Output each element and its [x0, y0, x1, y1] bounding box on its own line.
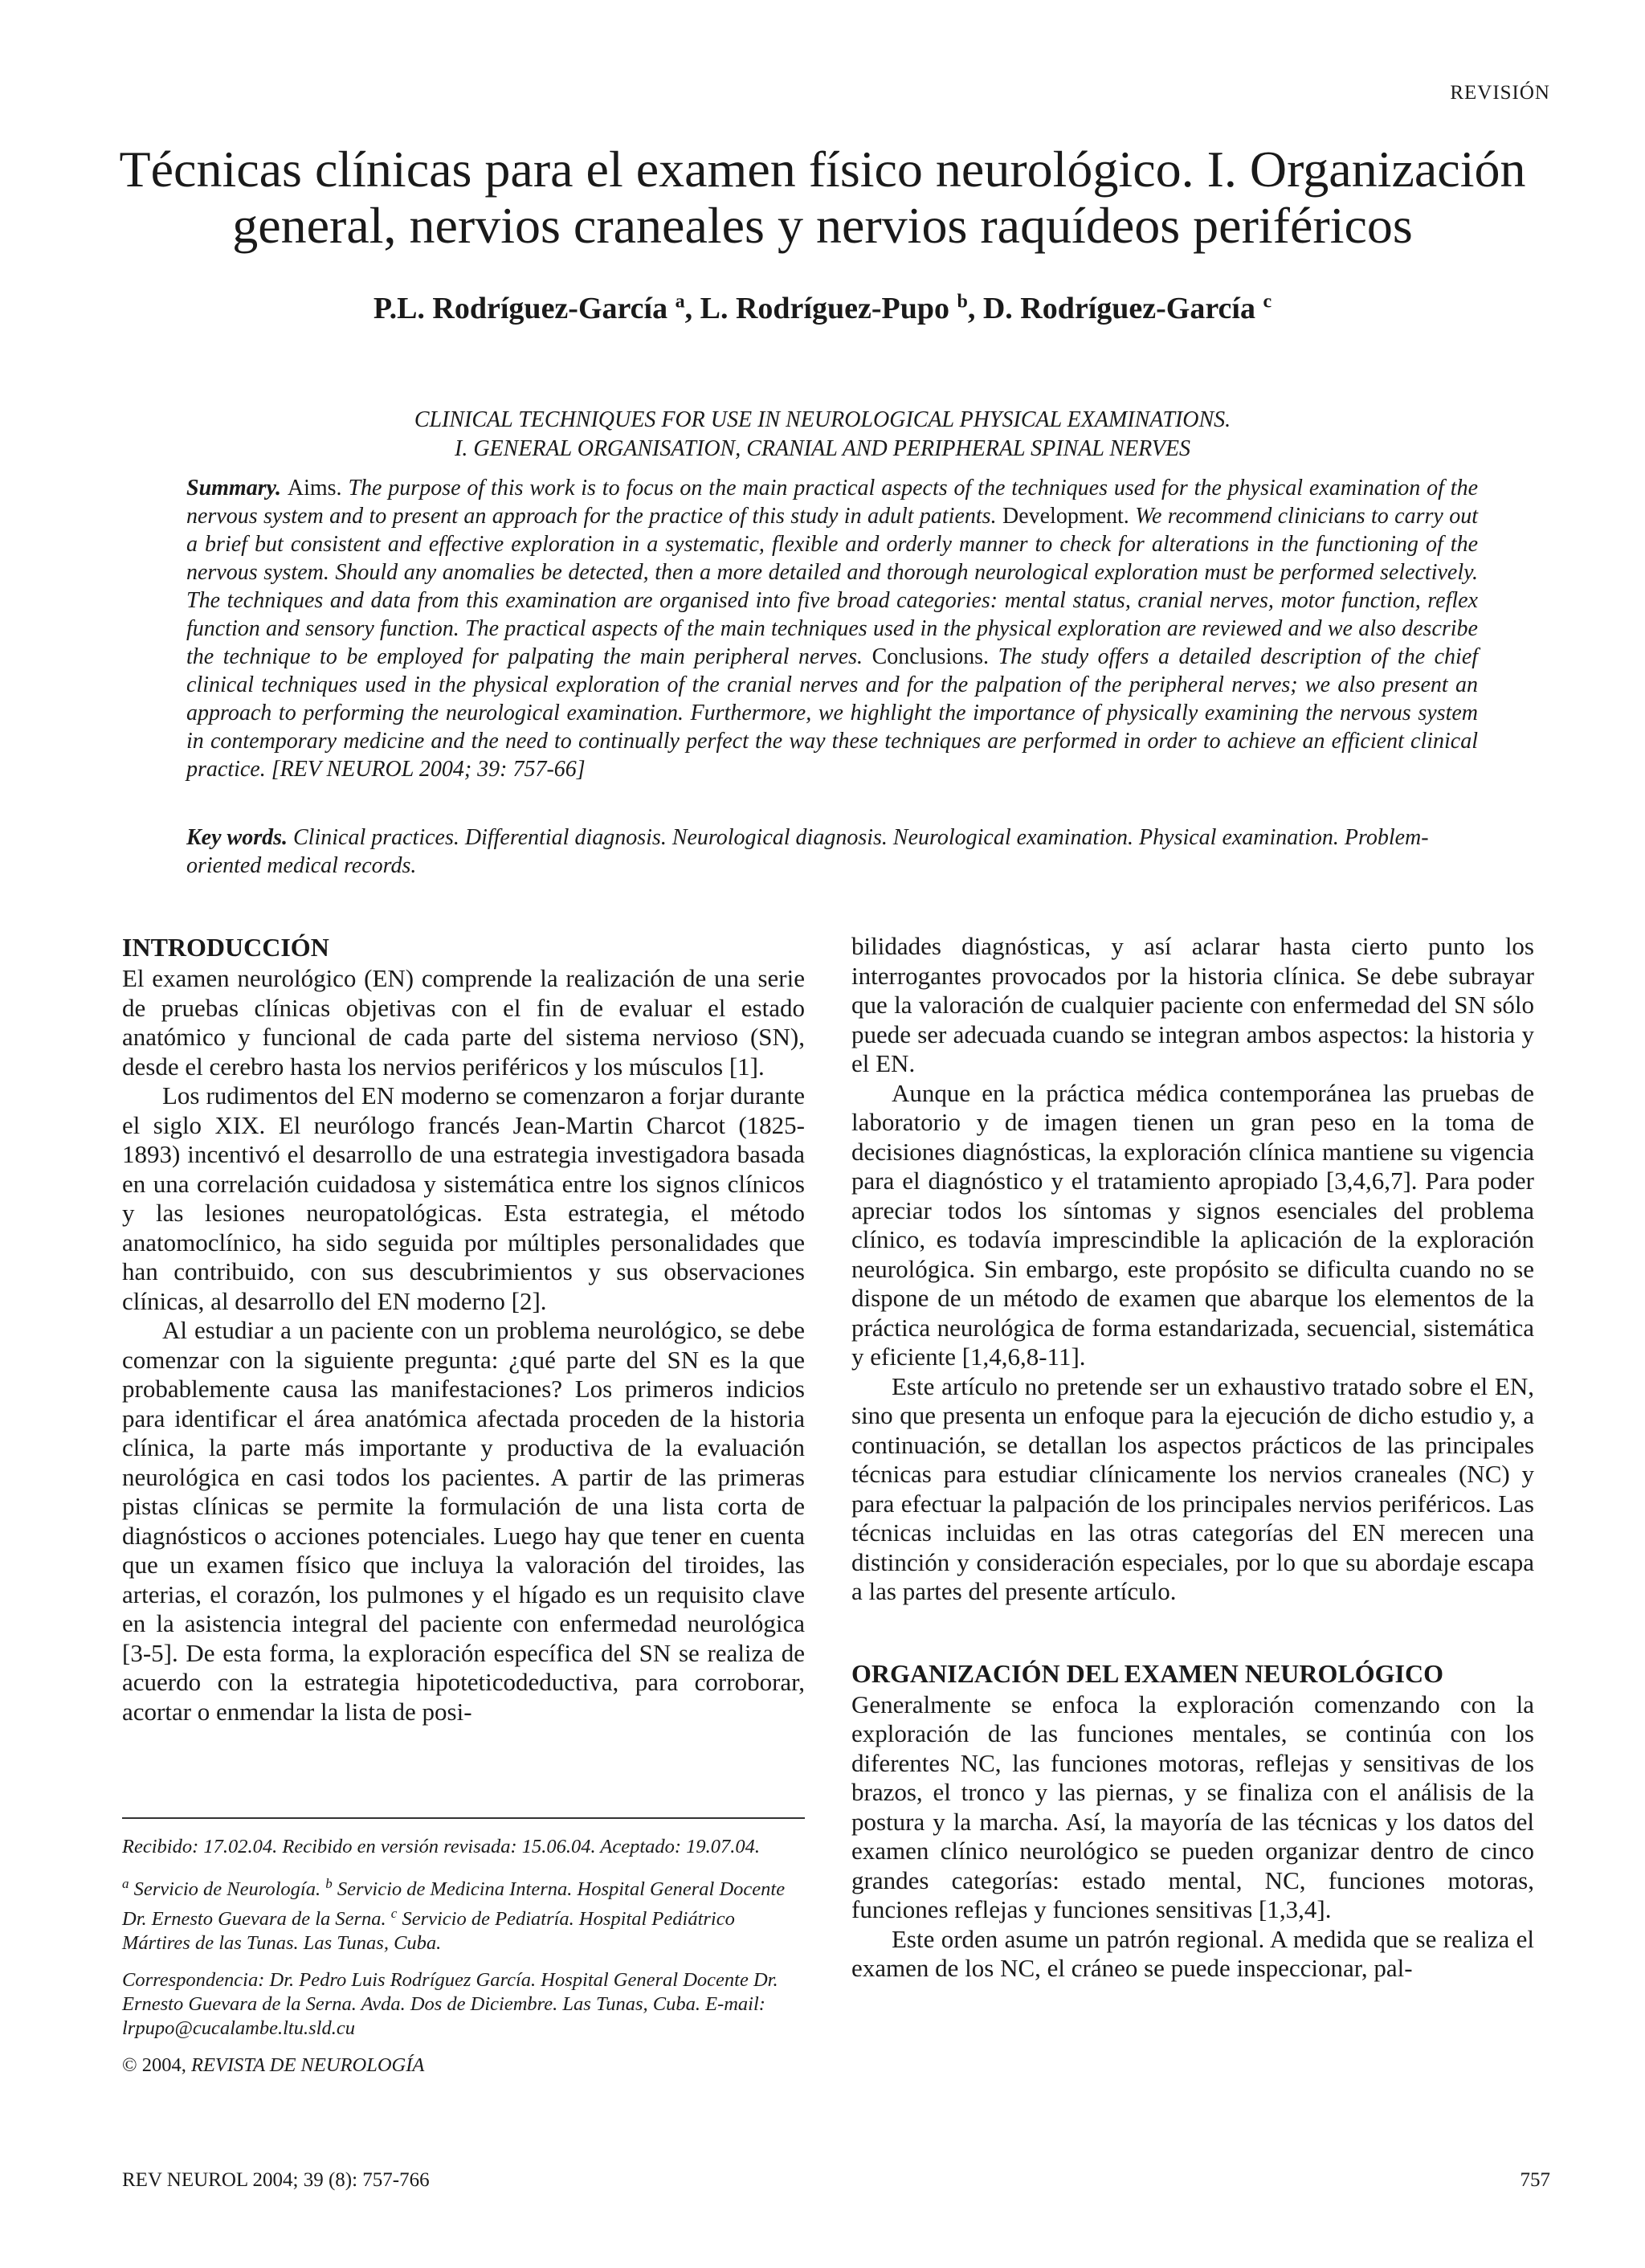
author-1-affiliation: a — [675, 291, 685, 313]
author-3: D. Rodríguez-García — [982, 292, 1255, 325]
intro-paragraph-1: El examen neurológico (EN) comprende la realización de una serie de pruebas clínicas objetivas con el fin de evaluar el estado anatómico y funcional de cada parte del sistema nervioso (SN), desde el cerebro hasta los nervios periféricos y los músculos [1]. — [122, 964, 805, 1081]
intro-heading: INTRODUCCIÓN — [122, 933, 329, 962]
correspondence: Correspondencia: Dr. Pedro Luis Rodríguez García. Hospital General Docente Dr. Ernesto Guevara de la Serna. Avda. Dos de Diciembre. Las Tunas, Cuba. E-mail: lrpupo@cucalambe.ltu.sld.cu — [122, 1969, 778, 2040]
author-2: L. Rodríguez-Pupo — [700, 292, 949, 325]
development-label: Development. — [1002, 504, 1129, 529]
english-title — [80, 406, 1565, 464]
keywords-label: Key words. — [186, 825, 288, 850]
journal-citation: REV NEUROL 2004; 39 (8): 757-766 — [122, 2169, 430, 2191]
aims-text: The purpose of this work is to focus on the main practical aspects of the techniques used for the physical examination of the nervous system and to present an approach for the practice of this study in adult patients. — [186, 476, 1478, 529]
intro-paragraph-2: Los rudimentos del EN moderno se comenzaron a forjar durante el siglo XIX. El neurólogo francés Jean-Martin Charcot (1825-1893) incentivó el desarrollo de una estrategia investigadora basada en una correlación cuidadosa y sistemática entre los signos clínicos y las lesiones neuropatológicas. Esta estrategia, el método anatomoclínico, ha sido seguida por múltiples personalidades que han contribuido, con sus descubrimientos y sus observaciones clínicas, al desarrollo del EN moderno [2]. — [122, 1081, 805, 1315]
conclusions-text: The study offers a detailed description of the chief clinical techniques used in the physical exploration of the cranial nerves and for the palpation of the peripheral nerves; we also present an approach to performing the neurological examination. Furthermore, we highlight the importance of physically examining the nervous system in contemporary medicine and the need to continually perfect the way these techniques are performed in order to achieve an efficient clinical practice. [REV NEUROL 2004; 39: 757-66] — [186, 644, 1479, 782]
intro-paragraph-4: bilidades diagnósticas, y así aclarar hasta cierto punto los interrogantes provocados por la historia clínica. Se debe subrayar que la valoración de cualquier paciente con enfermedad del SN sólo puede ser adecuada cuando se integran ambos aspectos: la historia y el EN. — [851, 932, 1534, 1077]
intro-paragraph-3: Al estudiar a un paciente con un problema neurológico, se debe comenzar con la siguiente pregunta: ¿qué parte del SN es la que probablemente causa las manifestaciones? Los primeros indicios para identificar el área anatómica afectada proceden de la historia clínica, la parte más importante y productiva de la evaluación neurológica en casi todos los pacientes. A partir de las primeras pistas clínicas se permite la formulación de una lista corta de diagnósticos o acciones potenciales. Luego hay que tener en cuenta que un examen físico que incluya la valoración del tiroides, las arterias, el corazón, los pulmones y el hígado es un requisito clave en la asistencia integral del paciente con enfermedad neurológica [3-5]. De esta forma, la exploración específica del SN se realiza de acuerdo con la estrategia hipoteticodeductiva, para corroborar, acortar o enmendar la lista de posi- — [122, 1316, 805, 1726]
summary-label: Summary. — [186, 476, 281, 501]
development-text: We recommend clinicians to carry out a brief but consistent and effective exploration in a systematic, flexible and orderly manner to check for alterations in the functioning of the nervous system. Should any anomalies be detected, then a more detailed and thorough neurological exploration must be performed selectively. The techniques and data from this examination are organised into five broad categories: mental status, cranial nerves, motor function, reflex function and sensory function. The practical aspects of the main techniques used in the physical exploration are reviewed and we also describe the technique to be employed for palpating the main peripheral nerves. — [186, 504, 1478, 669]
organization-heading: ORGANIZACIÓN DEL EXAMEN NEUROLÓGICO — [851, 1658, 1443, 1688]
keywords-text: Clinical practices. Differential diagnosis. Neurological diagnosis. Neurological examination. Physical examination. Problem-oriented medical records. — [186, 825, 1429, 878]
aims-label: Aims. — [287, 476, 342, 501]
left-column — [122, 932, 805, 1727]
organization-paragraph-1: Generalmente se enfoca la exploración comenzando con la exploración de las funciones mentales, se continúa con los diferentes NC, las funciones motoras, reflejas y sensitivas de los brazos, el tronco y las piernas, y se finaliza con el análisis de la postura y la marcha. Así, la mayoría de las técnicas y los datos del examen clínico neurológico se pueden organizar dentro de cinco grandes categorías: estado mental, NC, funciones motoras, funciones reflejas y funciones sensitivas [1,3,4]. — [851, 1690, 1534, 1923]
intro-paragraph-6: Este artículo no pretende ser un exhaustivo tratado sobre el EN, sino que presenta un enfoque para la ejecución de dicho estudio y, a continuación, se detallan los aspectos prácticos de las principales técnicas para estudiar clínicamente los nervios craneales (NC) y para efectuar la palpación de los principales nervios periféricos. Las técnicas incluidas en las otras categorías del EN merecen una distinción y consideración especiales, por lo que su abordaje escapa a las partes del presente artículo. — [851, 1371, 1534, 1605]
author-1: P.L. Rodríguez-García — [373, 292, 668, 325]
intro-paragraph-5: Aunque en la práctica médica contemporánea las pruebas de laboratorio y de imagen tienen un gran peso en la toma de decisiones diagnósticas, la exploración clínica mantiene su vigencia para el diagnóstico y el tratamiento apropiado [3,4,6,7]. Para poder apreciar todos los síntomas y signos esenciales del problema clínico, es todavía imprescindible la aplicación de la exploración neurológica. Sin embargo, este propósito se dificulta cuando no se dispone de un método de examen que abarque los elementos de la práctica neurológica de forma estandarizada, secuencial, sistemática y eficiente [1,4,6,8-11]. — [851, 1078, 1534, 1371]
article-title — [80, 141, 1565, 255]
footnotes — [122, 1817, 805, 2090]
english-title-line-1: CLINICAL TECHNIQUES FOR USE IN NEUROLOGICAL PHYSICAL EXAMINATIONS. — [414, 407, 1231, 432]
affiliations: $^a$ Servicio de Neurología. $^b$ Servicio de Medicina Interna. Hospital General Docente Dr. Ernesto Guevara de la Serna. $^c$ Servicio de Pediatría. Hospital Pediátrico Mártires de las Tunas. Las Tunas, Cuba. — [122, 1876, 786, 1955]
keywords — [186, 823, 1478, 880]
page-number: 757 — [1520, 2169, 1550, 2191]
title-line-2: general, nervios craneales y nervios raquídeos periféricos — [232, 197, 1413, 255]
summary-abstract — [186, 474, 1478, 783]
conclusions-label: Conclusions. — [871, 644, 990, 669]
title-line-1: Técnicas clínicas para el examen físico neurológico. I. Organización — [119, 141, 1526, 198]
english-title-line-2: I. GENERAL ORGANISATION, CRANIAL AND PERIPHERAL SPINAL NERVES — [455, 436, 1190, 461]
author-list: P.L. Rodríguez-García $^a$, L. Rodríguez-Pupo $^b$, D. Rodríguez-García $^c$ — [373, 291, 1272, 325]
section-label: REVISIÓN — [1450, 82, 1550, 104]
organization-paragraph-2: Este orden asume un patrón regional. A medida que se realiza el examen de los NC, el cráneo se puede inspeccionar, pal- — [851, 1924, 1534, 1982]
section-gap — [851, 1607, 1534, 1658]
author-2-affiliation: b — [957, 291, 968, 313]
copyright: © 2004, REVISTA DE NEUROLOGÍA — [122, 2054, 425, 2077]
received-dates: Recibido: 17.02.04. Recibido en versión revisada: 15.06.04. Aceptado: 19.07.04. — [122, 1836, 761, 1857]
right-column — [851, 932, 1534, 1984]
author-3-affiliation: c — [1263, 291, 1272, 313]
